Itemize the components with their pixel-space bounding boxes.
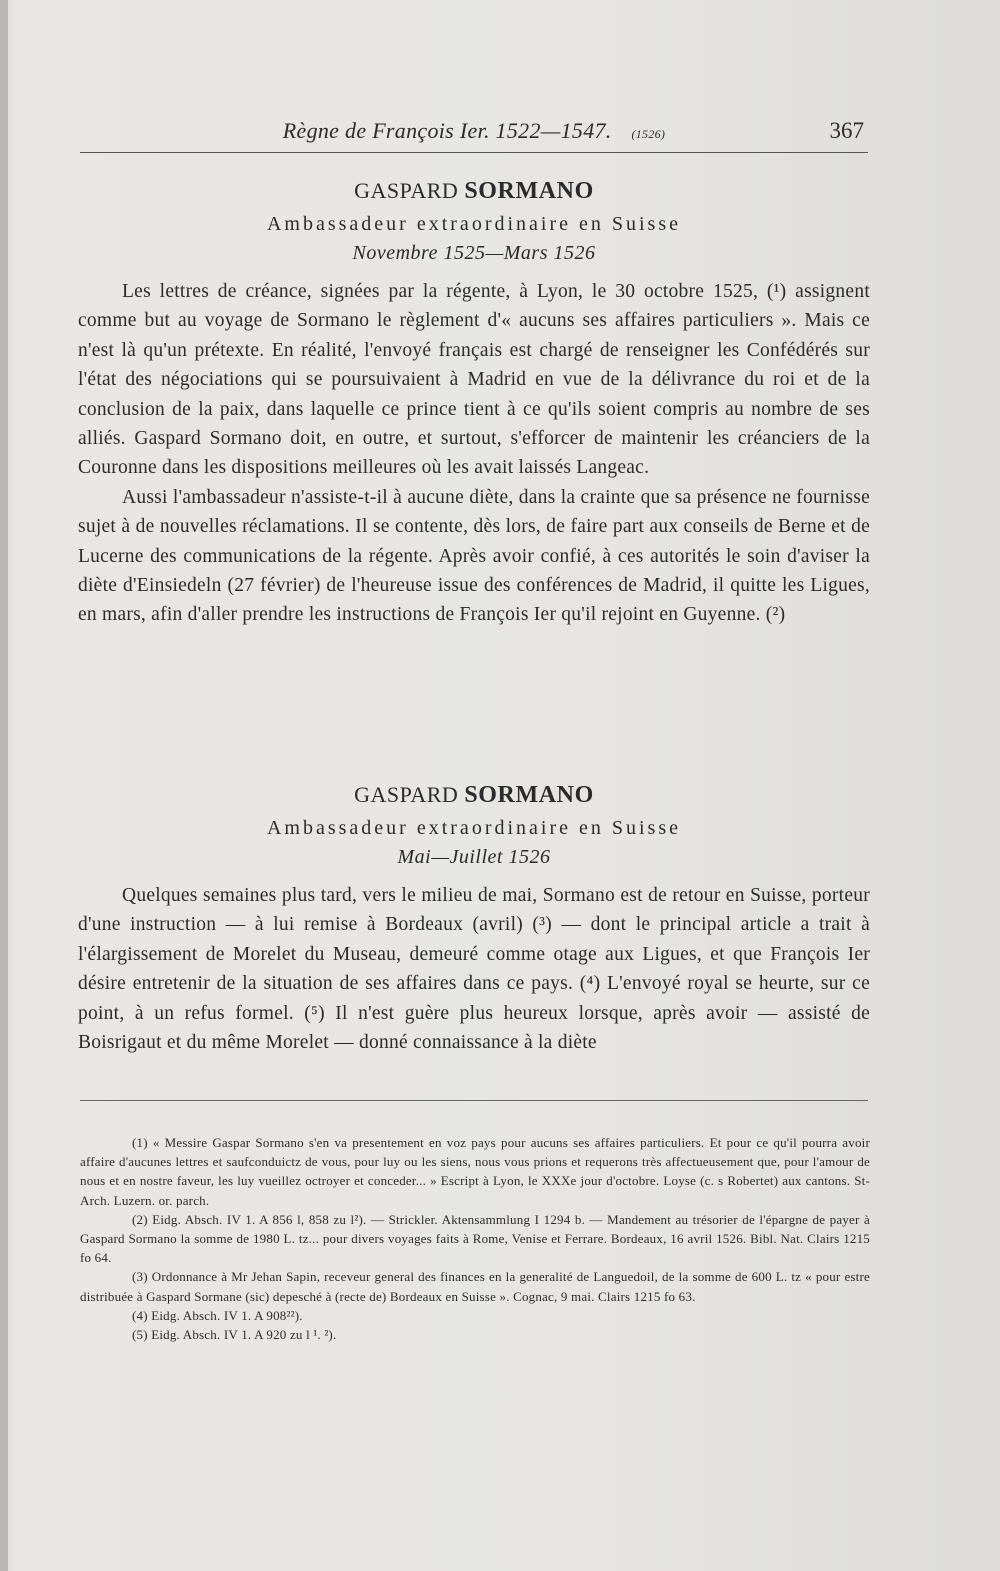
- footnote: (1) « Messire Gaspar Sormano s'en va presentement en voz pays pour aucuns ses affaires particuliers. Et pour ce qu'il pourra avoir affaire d'aucunes lettres et saufconduictz de vous, pour luy ou les siens, nous vous prions et requerons très affectueusement que, pour l'amour de nous et en nostre faveur, les luy vueillez octroyer et conceder... » Escript à Lyon, le XXXe jour d'octobre. Loyse (c. s Robertet) aux cantons. St-Arch. Luzern. or. parch.: [80, 1135, 870, 1208]
- section-1-title: Ambassadeur extraordinaire en Suisse: [266, 213, 681, 235]
- header-rule: [80, 152, 868, 153]
- year-tag: (1526): [631, 127, 666, 141]
- footnote-rule: [80, 1100, 868, 1101]
- footnote: (4) Eidg. Absch. IV 1. A 908²²).: [132, 1307, 303, 1323]
- section-1-last-name: SORMANO: [464, 178, 594, 204]
- footnote: (2) Eidg. Absch. IV 1. A 856 l, 858 zu l²). — Strickler. Aktensammlung I 1294 b. — Mandement au trésorier de l'épargne de payer à Gaspard Sormano la somme de 1980 L. tz... pour divers voyages faits à Rome, Venise et Ferrare. Bordeaux, 16 avril 1526. Bibl. Nat. Clairs 1215 fo 64.: [80, 1211, 870, 1266]
- page-number: 367: [829, 118, 864, 143]
- section-1-body: [78, 277, 870, 630]
- section-2-dates: Mai—Juillet 1526: [397, 846, 551, 868]
- running-head: [78, 118, 870, 144]
- footnote: (3) Ordonnance à Mr Jehan Sapin, receveur general des finances en la generalité de Languedoil, de la somme de 600 L. tz « pour estre distribuée à Gaspard Sormane (sic) depesché à (recte de) Bordeaux en Suisse ». Cognac, 9 mai. Clairs 1215 fo 63.: [80, 1269, 870, 1304]
- footnote: (5) Eidg. Absch. IV 1. A 920 zu l ¹. ²).: [132, 1327, 337, 1343]
- page-header: [78, 118, 870, 152]
- section-2-last-name: SORMANO: [464, 782, 594, 808]
- section-1-paragraph: Les lettres de créance, signées par la régente, à Lyon, le 30 octobre 1525, (¹) assignent comme but au voyage de Sormano le règlement d'« aucuns ses affaires particuliers ». Mais ce n'est là qu'un prétexte. En réalité, l'envoyé français est chargé de renseigner les Confédérés sur l'état des négociations qui se poursuivaient à Madrid en vue de la délivrance du roi et de la conclusion de la paix, dans laquelle ce prince tient à ce qu'ils soient compris au nombre de ses alliés. Gaspard Sormano doit, en outre, et surtout, s'efforcer de maintenir les créanciers de la Couronne dans les dispositions meilleures où les avait laissés Langeac.: [78, 281, 870, 479]
- footnotes: [80, 1133, 870, 1344]
- page-spine-shadow: [0, 0, 8, 1571]
- section-2-title: Ambassadeur extraordinaire en Suisse: [266, 817, 681, 839]
- section-1-dates: Novembre 1525—Mars 1526: [352, 242, 596, 264]
- section-2: [78, 782, 870, 1057]
- section-2-body: [78, 881, 870, 1057]
- section-1-first-name: GASPARD: [354, 178, 459, 203]
- section-2-name: [78, 782, 870, 809]
- section-1: [78, 178, 870, 630]
- running-head-text: Règne de François Ier. 1522—1547.: [282, 118, 612, 143]
- section-2-first-name: GASPARD: [354, 782, 459, 807]
- section-1-paragraph: Aussi l'ambassadeur n'assiste-t-il à aucune diète, dans la crainte que sa présence ne fournisse sujet à de nouvelles réclamations. Il se contente, dès lors, de faire part aux conseils de Berne et de Lucerne des communications de la régente. Après avoir confié, à ces autorités le soin d'aviser la diète d'Einsiedeln (27 février) de l'heureuse issue des conférences de Madrid, il quitte les Ligues, en mars, afin d'aller prendre les instructions de François Ier qu'il rejoint en Guyenne. (²): [78, 486, 870, 626]
- section-1-name: [78, 178, 870, 205]
- section-2-paragraph: Quelques semaines plus tard, vers le milieu de mai, Sormano est de retour en Suisse, porteur d'une instruction — à lui remise à Bordeaux (avril) (³) — dont le principal article a trait à l'élargissement de Morelet du Museau, demeuré comme otage aux Ligues, et que François Ier désire entretenir de la situation de ses affaires dans ce pays. (⁴) L'envoyé royal se heurte, sur ce point, à un refus formel. (⁵) Il n'est guère plus heureux lorsque, après avoir — assisté de Boisrigaut et du même Morelet — donné connaissance à la diète: [78, 885, 870, 1054]
